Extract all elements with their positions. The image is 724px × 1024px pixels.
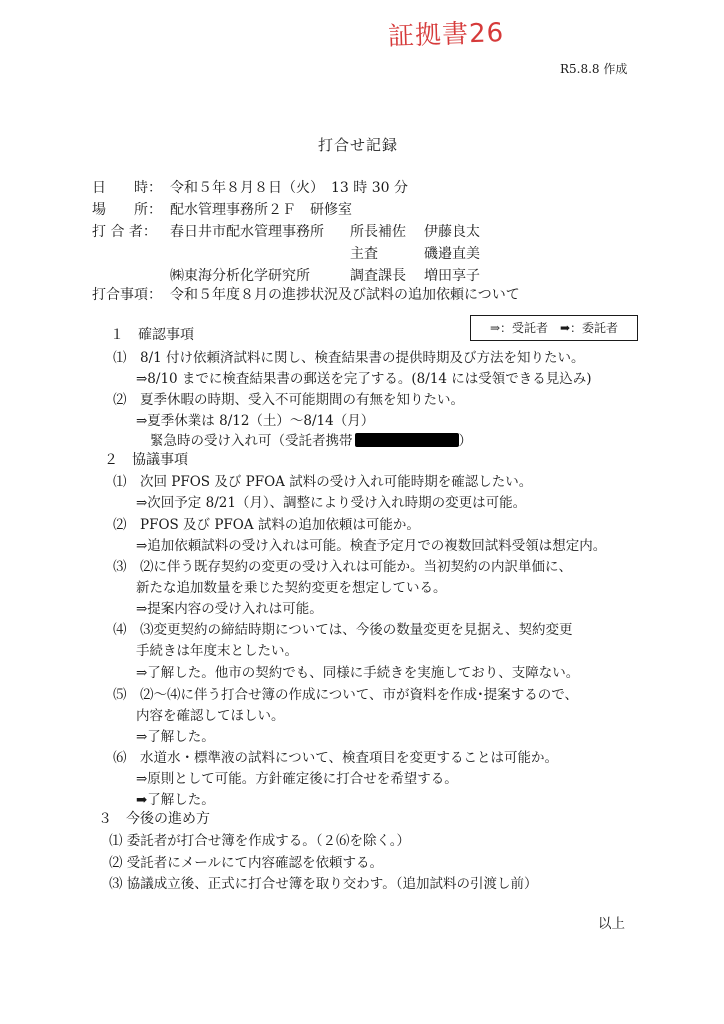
attendee-org-2: ㈱東海分析化学研究所	[170, 268, 310, 284]
item-3-1: ⑴ 委託者が打合せ簿を作成する。（２⑹を除く。）	[109, 833, 411, 849]
item-2-4-answer: ⇒了解した。他市の契約でも、同様に手続きを実施しており、支障ない。	[136, 665, 580, 681]
item-2-6-answer: ⇒原則として可能。方針確定後に打合せを希望する。	[136, 771, 458, 787]
item-2-5-cont: 内容を確認してほしい。	[136, 708, 285, 724]
section-2-heading: ２ 協議事項	[104, 452, 188, 468]
place-value: 配水管理事務所２Ｆ 研修室	[170, 202, 352, 218]
redaction-bar	[355, 433, 459, 447]
item-2-2-answer: ⇒追加依頼試料の受け入れは可能。検査予定月での複数回試料受領は想定内。	[136, 538, 607, 554]
attendee-name-1: 伊藤良太	[424, 224, 480, 240]
item-2-1-answer: ⇒次回予定 8/21（月）、調整により受け入れ時期の変更は可能。	[136, 495, 527, 511]
document-title: 打合せ記録	[318, 136, 399, 154]
attendees-label: 打 合 者：	[92, 224, 157, 240]
item-1-2: ⑵ 夏季休暇の時期、受入不可能期間の有無を知りたい。	[113, 392, 464, 408]
date-value: 令和５年８月８日（火） 13 時 30 分	[170, 180, 408, 196]
date-label: 日 時：	[92, 180, 162, 196]
item-3-3: ⑶ 協議成立後、正式に打合せ簿を取り交わす。（追加試料の引渡し前）	[109, 876, 538, 892]
attendee-title-2: 主査	[350, 246, 378, 262]
attendee-name-2: 磯邉直美	[424, 246, 480, 262]
arrow-legend-box: ⇒：受託者 ➡：委託者	[470, 315, 638, 341]
item-1-1: ⑴ 8/1 付け依頼済試料に関し、検査結果書の提供時期及び方法を知りたい。	[113, 350, 585, 366]
item-2-4-cont: 手続きは年度末としたい。	[136, 643, 298, 659]
attendee-title-1: 所長補佐	[350, 224, 406, 240]
evidence-stamp: 証拠書26	[387, 17, 505, 53]
section-1-heading: １ 確認事項	[110, 327, 194, 343]
item-2-1: ⑴ 次回 PFOS 及び PFOA 試料の受け入れ可能時期を確認したい。	[113, 474, 533, 490]
item-3-2: ⑵ 受託者にメールにて内容確認を依頼する。	[109, 855, 384, 871]
item-1-2-emergency	[150, 429, 472, 449]
section-3-heading: ３ 今後の進め方	[98, 811, 210, 827]
item-1-1-answer: ⇒8/10 までに検査結果書の郵送を完了する。(8/14 には受領できる見込み)	[136, 371, 592, 387]
item-2-5: ⑸ ⑵～⑷に伴う打合せ簿の作成について、市が資料を作成･提案するので、	[113, 687, 578, 703]
emergency-close-paren: ）	[458, 433, 472, 449]
item-2-3-answer: ⇒提案内容の受け入れは可能。	[136, 601, 323, 617]
item-2-5-answer: ⇒了解した。	[136, 729, 215, 745]
item-2-6-reply: ➡了解した。	[136, 792, 215, 808]
item-2-6: ⑹ 水道水・標準液の試料について、検査項目を変更することは可能か。	[113, 750, 558, 766]
attendee-title-3: 調査課長	[350, 268, 406, 284]
emergency-text: 緊急時の受け入れ可（受託者携帯	[150, 433, 353, 449]
attendee-name-3: 増田享子	[424, 268, 480, 284]
item-2-3-cont: 新たな追加数量を乗じた契約変更を想定している。	[136, 580, 447, 596]
item-2-4: ⑷ ⑶変更契約の締結時期については、今後の数量変更を見据え、契約変更	[113, 622, 573, 638]
created-date: R5.8.8 作成	[560, 62, 628, 76]
subject-value: 令和５年度８月の進捗状況及び試料の追加依頼について	[170, 287, 520, 303]
subject-label: 打合事項：	[92, 287, 162, 303]
item-2-3: ⑶ ⑵に伴う既存契約の変更の受け入れは可能か。当初契約の内訳単価に、	[113, 559, 572, 575]
end-mark: 以上	[598, 916, 625, 932]
attendee-org-1: 春日井市配水管理事務所	[170, 224, 324, 240]
place-label: 場 所：	[92, 202, 162, 218]
item-1-2-answer: ⇒夏季休業は 8/12（土）～8/14（月）	[136, 413, 375, 429]
item-2-2: ⑵ PFOS 及び PFOA 試料の追加依頼は可能か。	[113, 517, 420, 533]
